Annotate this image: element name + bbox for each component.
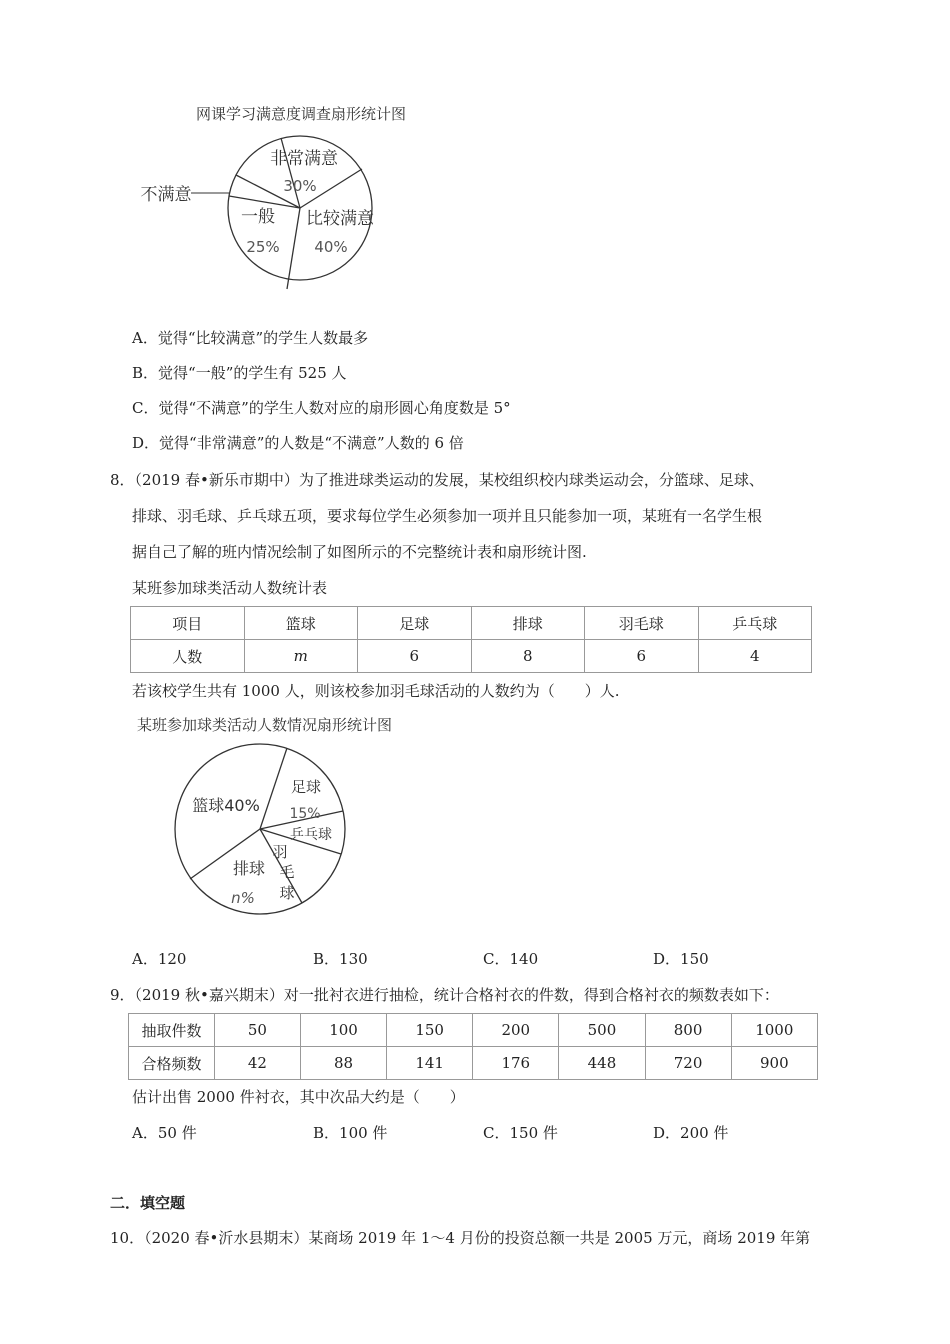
q8-option-c: C．140	[483, 950, 539, 968]
label-very-satisfied-pct: 30%	[283, 177, 317, 195]
label-pingpong: 乒乓球	[290, 827, 332, 843]
table-cell: 乒乓球	[698, 607, 812, 640]
label-unsatisfied: 不满意	[140, 185, 192, 205]
chart1-title: 网课学习满意度调查扇形统计图	[196, 105, 407, 123]
label-basketball: 篮球40%	[192, 796, 260, 815]
label-badminton-2: 毛	[279, 863, 295, 881]
table-row	[129, 1014, 818, 1047]
table-cell: 羽毛球	[585, 607, 699, 640]
q9-option-a: A．50 件	[132, 1124, 197, 1142]
table-cell: 100	[300, 1014, 386, 1047]
q9-line-1: 9．（2019 秋•嘉兴期末）对一批衬衣进行抽检，统计合格衬衣的件数，得到合格衬衣的频数表如下：	[110, 986, 779, 1004]
q9-frequency-table	[128, 1013, 818, 1080]
satisfaction-pie-chart	[110, 125, 400, 305]
table-cell: m	[244, 640, 358, 673]
q8-line-3: 据自己了解的班内情况绘制了如图所示的不完整统计表和扇形统计图.	[132, 543, 587, 561]
label-very-satisfied: 非常满意	[270, 149, 338, 169]
q10-line-1: 10．（2020 春•沂水县期末）某商场 2019 年 1～4 月份的投资总额一共是 2005 万元，商场 2019 年第	[110, 1229, 811, 1247]
pie1-divider-bottom	[287, 208, 300, 289]
pie2-divider-top	[260, 748, 287, 829]
section-title: 二．填空题	[110, 1194, 186, 1212]
q9-option-b: B．100 件	[313, 1124, 388, 1142]
table-cell: 抽取件数	[129, 1014, 215, 1047]
table-cell: 6	[358, 640, 472, 673]
table-cell: 200	[473, 1014, 559, 1047]
q8-option-a: A．120	[132, 950, 187, 968]
label-football-pct: 15%	[289, 806, 321, 822]
q8-line-1: 8．（2019 春•新乐市期中）为了推进球类运动的发展，某校组织校内球类运动会，分篮球、足球、	[110, 471, 764, 489]
label-normal: 一般	[241, 207, 275, 227]
q7-option-a: A．觉得“比较满意”的学生人数最多	[132, 329, 369, 347]
table-row	[131, 640, 812, 673]
table-cell: 50	[214, 1014, 300, 1047]
label-normal-pct: 25%	[246, 238, 280, 256]
table-cell: 448	[559, 1047, 645, 1080]
ball-sports-pie-chart	[165, 740, 355, 920]
q7-option-d: D．觉得“非常满意”的人数是“不满意”人数的 6 倍	[132, 434, 464, 452]
table-cell: 150	[387, 1014, 473, 1047]
table-cell: 900	[731, 1047, 817, 1080]
table-cell: 足球	[358, 607, 472, 640]
table-cell: 8	[471, 640, 585, 673]
label-fairly-satisfied: 比较满意	[306, 209, 374, 229]
q9-question: 估计出售 2000 件衬衣，其中次品大约是（ ）	[132, 1088, 465, 1106]
label-badminton-3: 球	[279, 884, 295, 902]
q7-option-b: B．觉得“一般”的学生有 525 人	[132, 364, 347, 382]
table-cell: 4	[698, 640, 812, 673]
table-row	[131, 607, 812, 640]
q8-stats-table	[130, 606, 812, 673]
table-cell: 篮球	[244, 607, 358, 640]
table-cell: 排球	[471, 607, 585, 640]
label-volleyball-pct: n%	[231, 889, 255, 907]
q8-table-title: 某班参加球类活动人数统计表	[132, 579, 328, 597]
label-volleyball: 排球	[232, 859, 266, 878]
q8-chart-title: 某班参加球类活动人数情况扇形统计图	[137, 716, 393, 734]
q8-line-2: 排球、羽毛球、乒乓球五项，要求每位学生必须参加一项并且只能参加一项，某班有一名学生根	[132, 507, 763, 525]
q8-option-b: B．130	[313, 950, 368, 968]
q8-option-d: D．150	[653, 950, 709, 968]
table-cell: 合格频数	[129, 1047, 215, 1080]
table-row	[129, 1047, 818, 1080]
table-cell: 人数	[131, 640, 245, 673]
table-cell: 6	[585, 640, 699, 673]
table-cell: 88	[300, 1047, 386, 1080]
label-fairly-satisfied-pct: 40%	[314, 238, 348, 256]
table-cell: 800	[645, 1014, 731, 1047]
table-cell: 176	[473, 1047, 559, 1080]
q9-option-d: D．200 件	[653, 1124, 729, 1142]
label-badminton-1: 羽	[272, 843, 288, 861]
table-cell: 1000	[731, 1014, 817, 1047]
q8-question: 若该校学生共有 1000 人，则该校参加羽毛球活动的人数约为（ ）人.	[132, 682, 620, 700]
q7-option-c: C．觉得“不满意”的学生人数对应的扇形圆心角度数是 5°	[132, 399, 511, 417]
q9-option-c: C．150 件	[483, 1124, 558, 1142]
table-cell: 42	[214, 1047, 300, 1080]
table-cell: 500	[559, 1014, 645, 1047]
label-football: 足球	[290, 778, 322, 796]
table-cell: 141	[387, 1047, 473, 1080]
table-cell: 项目	[131, 607, 245, 640]
table-cell: 720	[645, 1047, 731, 1080]
